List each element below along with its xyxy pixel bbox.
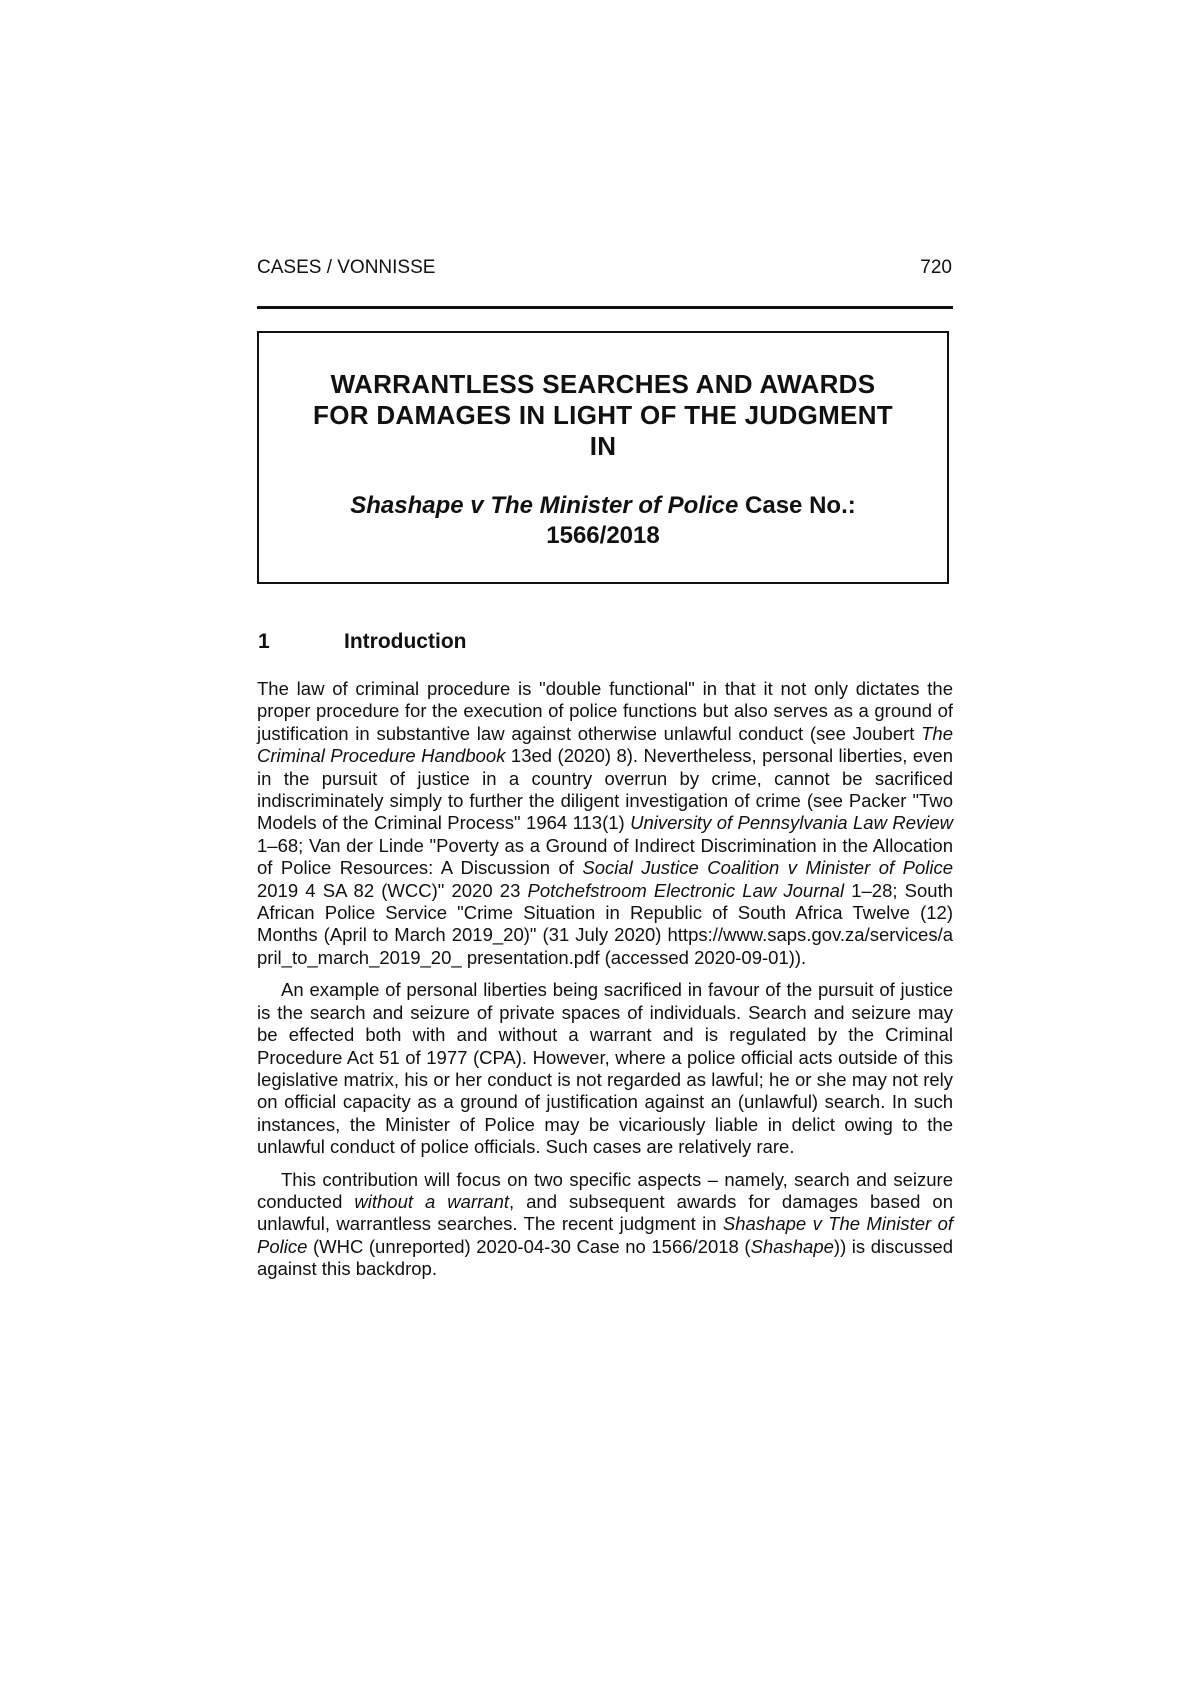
running-title: CASES / VONNISSE: [257, 257, 436, 278]
reference-url[interactable]: https://www.saps.gov.za/services/april_to_march_2019_20_ presentation.pdf: [257, 924, 953, 968]
running-header: [257, 257, 952, 279]
text-run: , and subsequent awards for damages based on unlawful, warrantless searches. The recent judgment in: [257, 1190, 954, 1235]
section-heading: [258, 630, 466, 654]
section-number: 1: [258, 630, 270, 653]
case-name: Shashape v The Minister of Police: [350, 492, 739, 519]
text-run: This contribution will focus on two specific aspects – namely, search and seizure conducted: [257, 1168, 953, 1212]
italic-citation: Potchefstroom Electronic Law Journal: [527, 879, 845, 901]
text-run: (WHC (unreported) 2020-04-30 Case no 1566/2018 (: [307, 1235, 751, 1257]
page-number: 720: [920, 257, 952, 278]
paragraph-2: An example of personal liberties being sacrificed in favour of the pursuit of justice is the search and seizure of private spaces of individuals. Search and seizure may be effected both with and without a warrant and is regulated by the Criminal Procedure Act 51 of 1977 (CPA). However, where a police official acts outside of this legislative matrix, his or her conduct is not regarded as lawful; he or she may not rely on official capacity as a ground of justification against an (unlawful) search. In such instances, the Minister of Police may be vicariously liable in delict owing to the unlawful conduct of police officials. Such cases are relatively rare.: [257, 979, 953, 1158]
text-run: 1–28; South African Police Service "Crime Situation in Republic of South Africa Twelve (12) Months (April to March 2019_20)" (31 July 2020): [257, 879, 953, 946]
italic-citation: Shashape: [750, 1235, 834, 1257]
italic-citation: University of Pennsylvania Law Review: [630, 812, 953, 834]
case-no-label: Case No.:: [745, 492, 856, 519]
text-run: 13ed (2020) 8). Nevertheless, personal liberties, even in the pursuit of justice in a country overrun by crime, cannot be sacrificed indiscriminately simply to further the diligent investigation of crime (see Packer "Two Models of the Criminal Process" 1964 113(1): [257, 745, 953, 834]
header-rule: [257, 306, 953, 309]
text-run: 2019 4 SA 82 (WCC)" 2020 23: [257, 879, 528, 901]
title-box: [257, 331, 949, 584]
text-run: The law of criminal procedure is "double functional" in that it not only dictates the proper procedure for the execution of police functions but also serves as a ground of justification in substantive law against otherwise unlawful conduct (see Joubert: [257, 678, 953, 744]
italic-citation: The Criminal Procedure Handbook: [257, 722, 953, 767]
italic-citation: Shashape v The Minister of Police: [257, 1213, 953, 1257]
case-citation: [299, 491, 907, 551]
paragraph-1: [257, 678, 953, 969]
article-title: WARRANTLESS SEARCHES AND AWARDS FOR DAMAGES IN LIGHT OF THE JUDGMENT IN: [313, 369, 893, 461]
text-run: )) is discussed against this backdrop.: [257, 1235, 954, 1280]
text-run: (accessed 2020-09-01)).: [599, 946, 807, 968]
italic-emphasis: without a warrant: [354, 1190, 509, 1212]
paragraph-3: [257, 1169, 953, 1281]
case-number: 1566/2018: [546, 522, 660, 549]
text-run: 1–68; Van der Linde "Poverty as a Ground of Indirect Discrimination in the Allocation of Police Resources: A Discussion of: [257, 834, 953, 879]
article-body: [257, 678, 953, 1291]
italic-citation: Social Justice Coalition v Minister of Police: [582, 857, 953, 879]
section-title: Introduction: [344, 630, 467, 653]
